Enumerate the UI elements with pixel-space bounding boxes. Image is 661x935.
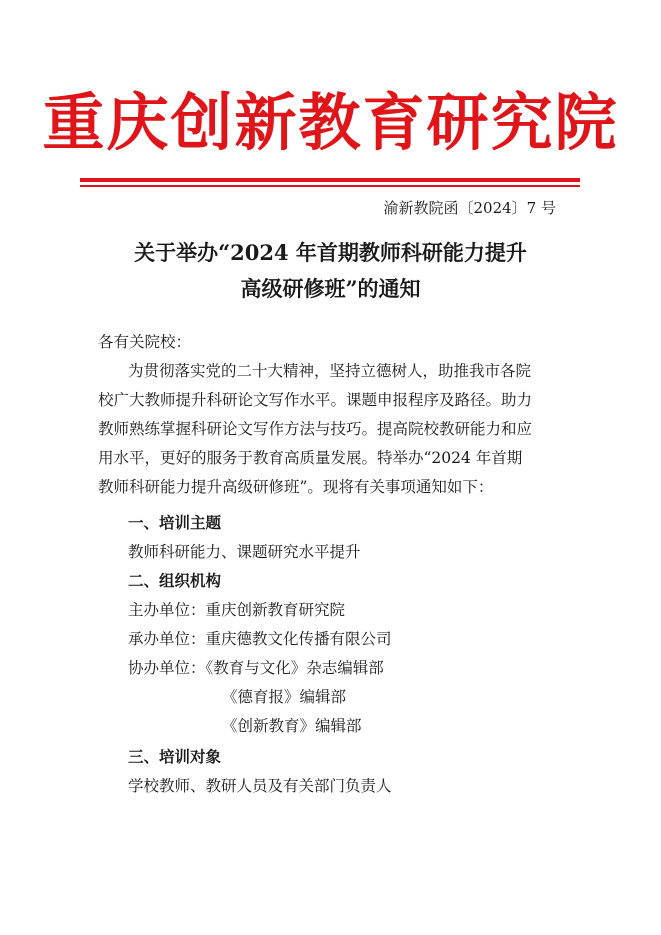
salutation: 各有关院校： — [98, 333, 192, 351]
notice-title-line-2: 高级研修班”的通知 — [240, 276, 421, 301]
section-heading-organization: 二、组织机构 — [128, 571, 222, 590]
intro-line-5: 教师科研能力提升高级研修班”。现将有关事项通知如下： — [98, 478, 494, 496]
document-number: 渝新教院函〔2024〕7 号 — [383, 199, 556, 217]
intro-line-3: 教师熟练掌握科研论文写作方法与技巧。提高院校教研能力和应 — [98, 420, 533, 438]
section-line: 《德育报》编辑部 — [222, 688, 347, 706]
masthead-title: 重庆创新教育研究院 — [42, 86, 619, 159]
section-line: 《创新教育》编辑部 — [222, 717, 362, 735]
section-line: 学校教师、教研人员及有关部门负责人 — [128, 777, 392, 795]
section-line: 承办单位：重庆德教文化传播有限公司 — [128, 630, 392, 648]
section-line: 协办单位：《教育与文化》杂志编辑部 — [128, 659, 384, 677]
masthead-rule-thin — [80, 185, 580, 187]
intro-line-4: 用水平，更好的服务于教育高质量发展。特举办“2024 年首期 — [98, 449, 523, 467]
intro-line-2: 校广大教师提升科研论文写作水平。课题申报程序及路径。助力 — [98, 391, 533, 409]
section-heading-training-target: 三、培训对象 — [128, 747, 222, 766]
notice-title-line-1: 关于举办“2024 年首期教师科研能力提升 — [134, 240, 527, 265]
intro-line-1: 为贯彻落实党的二十大精神，坚持立德树人，助推我市各院 — [128, 362, 532, 380]
section-heading-training-theme: 一、培训主题 — [128, 513, 222, 532]
masthead-rule-thick — [80, 178, 580, 182]
section-line: 教师科研能力、课题研究水平提升 — [128, 543, 361, 561]
section-line: 主办单位：重庆创新教育研究院 — [128, 601, 346, 619]
